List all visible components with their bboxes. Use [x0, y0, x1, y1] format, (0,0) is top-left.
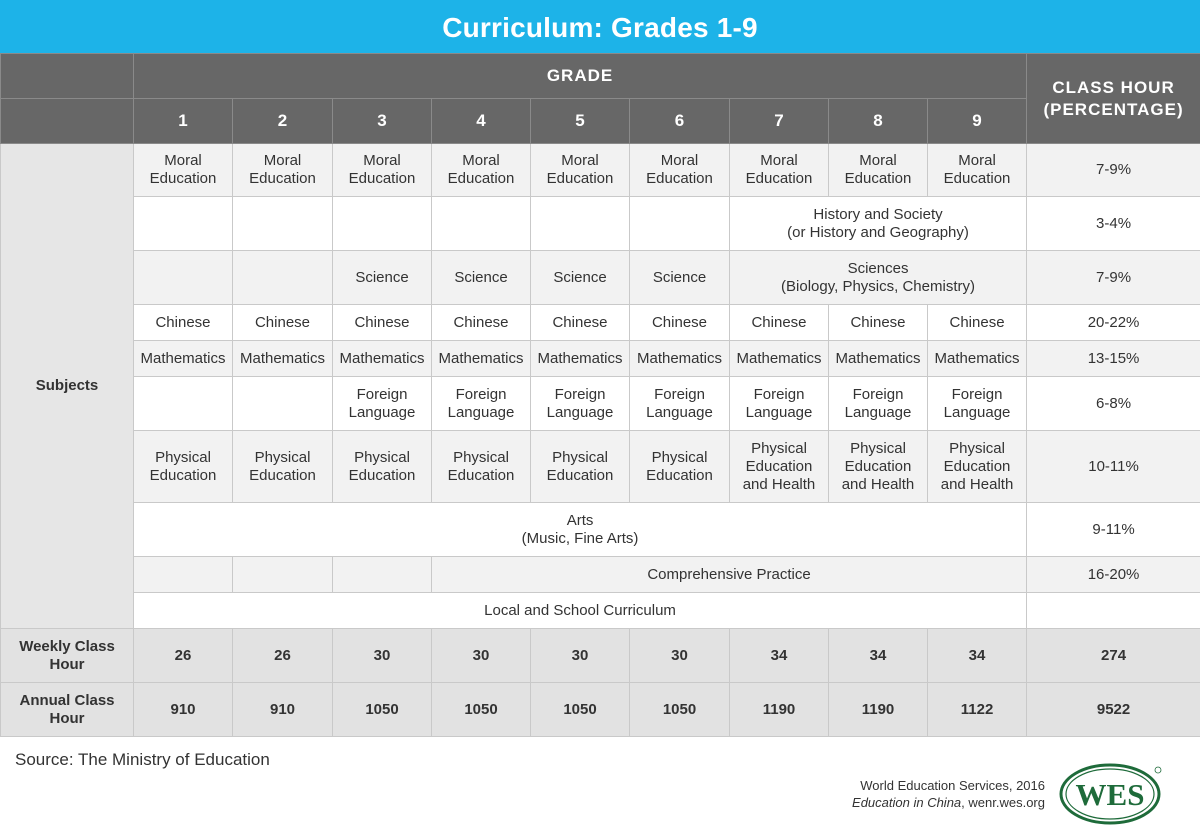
foreign-cell: Foreign Language: [928, 377, 1027, 431]
empty-cell: [432, 197, 531, 251]
grade-number: 8: [829, 99, 928, 144]
science-pct: 7-9%: [1027, 251, 1200, 305]
pe-health-cell: Physical Education and Health: [829, 431, 928, 503]
pe-pct: 10-11%: [1027, 431, 1200, 503]
foreign-cell: Foreign Language: [333, 377, 432, 431]
weekly-value: 30: [531, 629, 630, 683]
empty-cell: [233, 377, 333, 431]
moral-cell: Moral Education: [333, 144, 432, 197]
weekly-value: 30: [432, 629, 531, 683]
annual-value: 910: [233, 683, 333, 737]
moral-cell: Moral Education: [531, 144, 630, 197]
empty-cell: [134, 377, 233, 431]
page-title: Curriculum: Grades 1-9: [0, 0, 1200, 53]
science-cell: Science: [333, 251, 432, 305]
grade-number: 7: [730, 99, 829, 144]
chinese-pct: 20-22%: [1027, 305, 1200, 341]
foreign-cell: Foreign Language: [730, 377, 829, 431]
moral-pct: 7-9%: [1027, 144, 1200, 197]
pe-cell: Physical Education: [233, 431, 333, 503]
subjects-label: Subjects: [1, 144, 134, 629]
foreign-cell: Foreign Language: [531, 377, 630, 431]
moral-cell: Moral Education: [730, 144, 829, 197]
weekly-value: 34: [928, 629, 1027, 683]
math-cell: Mathematics: [531, 341, 630, 377]
credit-publication: Education in China: [852, 795, 962, 810]
moral-cell: Moral Education: [829, 144, 928, 197]
row-history: [1, 197, 1200, 251]
header-corner-2: [1, 99, 134, 144]
annual-value: 1190: [829, 683, 928, 737]
math-cell: Mathematics: [233, 341, 333, 377]
source-note: Source: The Ministry of Education: [15, 750, 270, 769]
sciences-cell: Sciences (Biology, Physics, Chemistry): [730, 251, 1027, 305]
science-cell: Science: [630, 251, 730, 305]
empty-cell: [134, 251, 233, 305]
pe-health-cell: Physical Education and Health: [730, 431, 829, 503]
class-hour-header-line1: CLASS HOUR: [1052, 77, 1175, 97]
class-hour-header: [1027, 54, 1200, 144]
empty-cell: [333, 557, 432, 593]
grade-number: 6: [630, 99, 730, 144]
annual-value: 1050: [630, 683, 730, 737]
arts-cell: Arts (Music, Fine Arts): [134, 503, 1027, 557]
math-cell: Mathematics: [928, 341, 1027, 377]
row-foreign-language: [1, 377, 1200, 431]
annual-label: Annual Class Hour: [1, 683, 134, 737]
chinese-cell: Chinese: [134, 305, 233, 341]
annual-value: 1122: [928, 683, 1027, 737]
empty-cell: [233, 557, 333, 593]
empty-cell: [134, 557, 233, 593]
wes-logo: [1058, 762, 1164, 826]
chinese-cell: Chinese: [829, 305, 928, 341]
row-arts: [1, 503, 1200, 557]
header-corner: [1, 54, 134, 99]
chinese-cell: Chinese: [730, 305, 829, 341]
empty-cell: [531, 197, 630, 251]
weekly-label: Weekly Class Hour: [1, 629, 134, 683]
weekly-value: 30: [333, 629, 432, 683]
weekly-value: 26: [233, 629, 333, 683]
grade-number: 5: [531, 99, 630, 144]
weekly-value: 34: [730, 629, 829, 683]
annual-value: 1050: [531, 683, 630, 737]
foreign-cell: Foreign Language: [432, 377, 531, 431]
grade-number: 3: [333, 99, 432, 144]
science-cell: Science: [432, 251, 531, 305]
row-mathematics: [1, 341, 1200, 377]
pe-cell: Physical Education: [432, 431, 531, 503]
chinese-cell: Chinese: [928, 305, 1027, 341]
grade-number: 2: [233, 99, 333, 144]
pe-cell: Physical Education: [134, 431, 233, 503]
pe-cell: Physical Education: [630, 431, 730, 503]
row-moral-education: [1, 144, 1200, 197]
credit-url: , wenr.wes.org: [961, 795, 1045, 810]
pe-health-cell: Physical Education and Health: [928, 431, 1027, 503]
grade-number: 4: [432, 99, 531, 144]
empty-cell: [233, 251, 333, 305]
arts-pct: 9-11%: [1027, 503, 1200, 557]
weekly-value: 26: [134, 629, 233, 683]
annual-value: 1050: [432, 683, 531, 737]
comprehensive-cell: Comprehensive Practice: [432, 557, 1027, 593]
comprehensive-pct: 16-20%: [1027, 557, 1200, 593]
grade-header: GRADE: [134, 54, 1027, 99]
row-weekly-hours: [1, 629, 1200, 683]
math-cell: Mathematics: [134, 341, 233, 377]
chinese-cell: Chinese: [432, 305, 531, 341]
moral-cell: Moral Education: [630, 144, 730, 197]
class-hour-header-line2: (PERCENTAGE): [1043, 99, 1184, 119]
moral-cell: Moral Education: [432, 144, 531, 197]
empty-cell: [630, 197, 730, 251]
chinese-cell: Chinese: [233, 305, 333, 341]
wes-logo-text: WES: [1075, 777, 1145, 812]
annual-total: 9522: [1027, 683, 1200, 737]
local-pct: [1027, 593, 1200, 629]
row-comprehensive-practice: [1, 557, 1200, 593]
math-pct: 13-15%: [1027, 341, 1200, 377]
math-cell: Mathematics: [829, 341, 928, 377]
pe-cell: Physical Education: [531, 431, 630, 503]
annual-value: 1050: [333, 683, 432, 737]
grade-number: 1: [134, 99, 233, 144]
credit-line1: World Education Services, 2016: [860, 778, 1045, 793]
row-local-curriculum: [1, 593, 1200, 629]
math-cell: Mathematics: [630, 341, 730, 377]
moral-cell: Moral Education: [134, 144, 233, 197]
math-cell: Mathematics: [730, 341, 829, 377]
weekly-total: 274: [1027, 629, 1200, 683]
weekly-value: 34: [829, 629, 928, 683]
curriculum-table: [0, 53, 1200, 737]
weekly-value: 30: [630, 629, 730, 683]
row-physical-education: [1, 431, 1200, 503]
chinese-cell: Chinese: [333, 305, 432, 341]
credit-line2: [852, 794, 1045, 811]
empty-cell: [333, 197, 432, 251]
chinese-cell: Chinese: [531, 305, 630, 341]
chinese-cell: Chinese: [630, 305, 730, 341]
pe-cell: Physical Education: [333, 431, 432, 503]
moral-cell: Moral Education: [233, 144, 333, 197]
empty-cell: [134, 197, 233, 251]
grade-number: 9: [928, 99, 1027, 144]
moral-cell: Moral Education: [928, 144, 1027, 197]
row-chinese: [1, 305, 1200, 341]
row-science: [1, 251, 1200, 305]
foreign-cell: Foreign Language: [829, 377, 928, 431]
foreign-cell: Foreign Language: [630, 377, 730, 431]
history-cell: History and Society (or History and Geography): [730, 197, 1027, 251]
empty-cell: [233, 197, 333, 251]
science-cell: Science: [531, 251, 630, 305]
annual-value: 1190: [730, 683, 829, 737]
local-cell: Local and School Curriculum: [134, 593, 1027, 629]
annual-value: 910: [134, 683, 233, 737]
credit-block: [852, 777, 1045, 811]
math-cell: Mathematics: [432, 341, 531, 377]
row-annual-hours: [1, 683, 1200, 737]
foreign-pct: 6-8%: [1027, 377, 1200, 431]
math-cell: Mathematics: [333, 341, 432, 377]
history-pct: 3-4%: [1027, 197, 1200, 251]
